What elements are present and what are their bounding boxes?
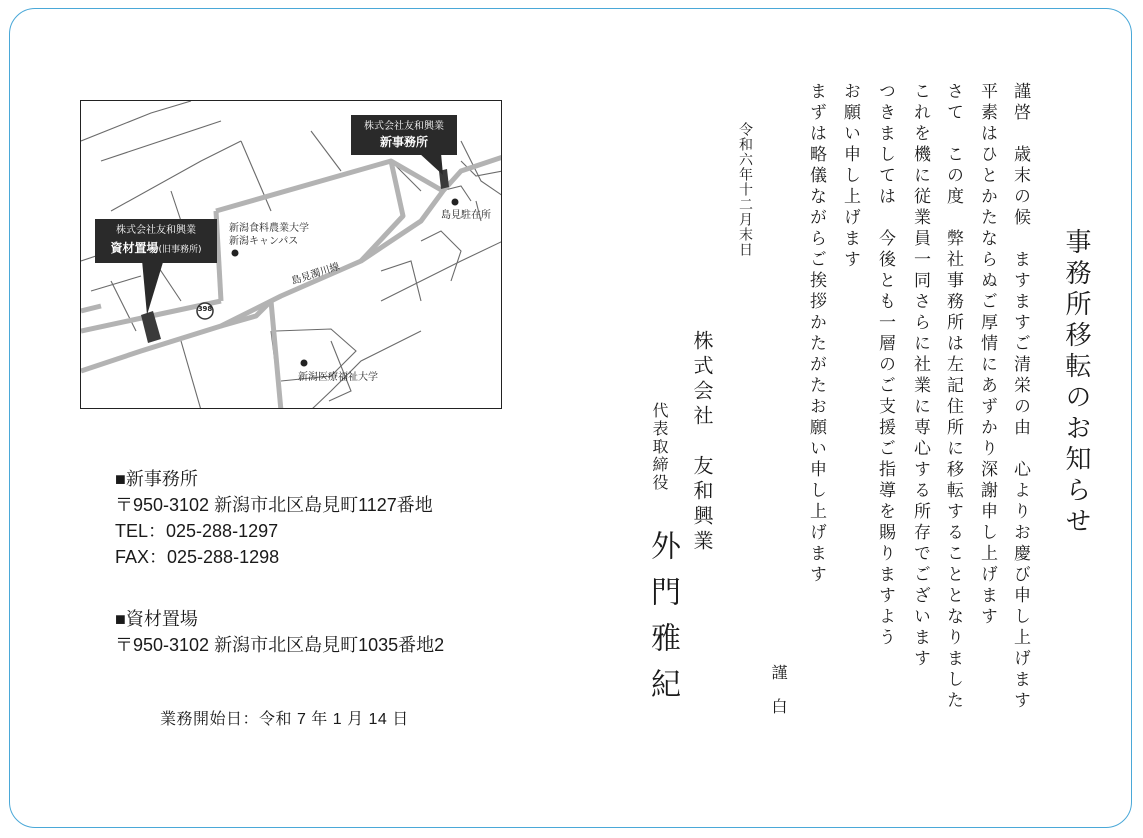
storage-callout xyxy=(95,219,217,263)
notice-date: 令和六年十二月末日 xyxy=(737,122,753,257)
storage-callout-name-line xyxy=(95,238,217,259)
body-line-5: つきましては 今後とも一層のご支援ご指導を賜りますよう xyxy=(875,82,895,649)
new-office-info xyxy=(115,466,433,570)
new-office-fax: FAX：025-288-1298 xyxy=(115,547,280,567)
new-office-callout-company: 株式会社友和興業 xyxy=(364,121,444,132)
new-office-heading: ■新事務所 xyxy=(115,469,198,489)
storage-callout-old: (旧事務所) xyxy=(158,245,202,255)
storage-callout-name: 資材置場 xyxy=(110,241,159,255)
notice-title: 事務所移転のお知らせ xyxy=(1061,228,1091,538)
body-line-1: 謹啓 歳末の候 ますますご清栄の由 心よりお慶び申し上げます xyxy=(1010,82,1030,712)
univ-med-label: 新潟医療福祉大学 xyxy=(298,372,378,383)
new-office-callout xyxy=(351,115,457,155)
representative-title: 代表取締役 xyxy=(650,402,669,492)
road-name-label: 島見濁川線 xyxy=(290,261,342,288)
storage-callout-company: 株式会社友和興業 xyxy=(116,225,196,236)
police-box-dot xyxy=(452,199,459,206)
body-line-3: さて この度 弊社事務所は左記住所に移転することとなりました xyxy=(943,82,963,712)
route-number-label: 398 xyxy=(197,305,213,313)
company-name: 株式会社 友和興業 xyxy=(690,330,714,555)
storage-heading: ■資材置場 xyxy=(115,609,198,629)
body-line-6: お願い申し上げます xyxy=(840,82,860,271)
univ-med-dot xyxy=(301,360,308,367)
storage-address: 〒950-3102 新潟市北区島見町1035番地2 xyxy=(115,635,445,655)
univ-agri-label xyxy=(229,222,309,248)
new-office-address: 〒950-3102 新潟市北区島見町1127番地 xyxy=(115,495,433,515)
representative-name: 外門雅紀 xyxy=(645,530,680,714)
body-line-4: これを機に従業員一同さらに社業に専心する所存でございます xyxy=(910,82,930,670)
police-box-label: 島見駐在所 xyxy=(441,210,491,221)
location-map xyxy=(80,100,502,409)
new-office-callout-name: 新事務所 xyxy=(379,135,428,149)
business-start-date: 業務開始日：令和 7 年 1 月 14 日 xyxy=(160,711,409,728)
closing-phrase: 謹白 xyxy=(769,664,788,732)
storage-info xyxy=(115,606,444,658)
body-line-2: 平素はひとかたならぬご厚情にあずかり深謝申し上げます xyxy=(977,82,997,628)
univ-agri-label-line2: 新潟キャンパス xyxy=(229,236,299,247)
new-office-tel: TEL：025-288-1297 xyxy=(115,521,279,541)
univ-agri-label-line1: 新潟食料農業大学 xyxy=(229,223,309,234)
univ-agri-dot xyxy=(232,250,239,257)
body-line-7: まずは略儀ながらご挨拶かたがたお願い申し上げます xyxy=(806,82,826,586)
